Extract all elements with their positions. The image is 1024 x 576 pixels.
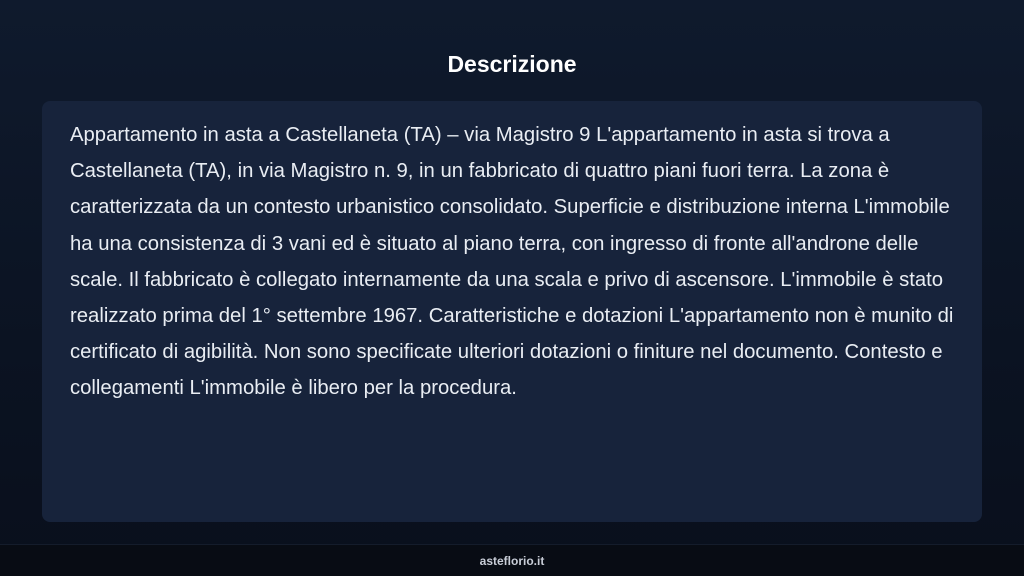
description-card [42, 101, 982, 522]
footer-site-label: asteflorio.it [479, 554, 545, 568]
footer-bar [0, 544, 1024, 576]
description-text: Appartamento in asta a Castellaneta (TA) – via Magistro 9 L'appartamento in asta si trova a Castellaneta (TA), in via Magistro n. 9, in un fabbricato di quattro piani fuori terra. La zona è caratterizzata da un contesto urbanistico consolidato. Superficie e distribuzione interna L'immobile ha una consistenza di 3 vani ed è situato al piano terra, con ingresso di fronte all'androne delle scale. Il fabbricato è collegato internamente da una scala e privo di ascensore. L'immobile è stato realizzato prima del 1° settembre 1967. Caratteristiche e dotazioni L'appartamento non è munito di certificato di agibilità. Non sono specificate ulteriori dotazioni o finiture nel documento. Contesto e collegamenti L'immobile è libero per la procedura. [70, 124, 954, 400]
page-title: Descrizione [447, 51, 577, 77]
